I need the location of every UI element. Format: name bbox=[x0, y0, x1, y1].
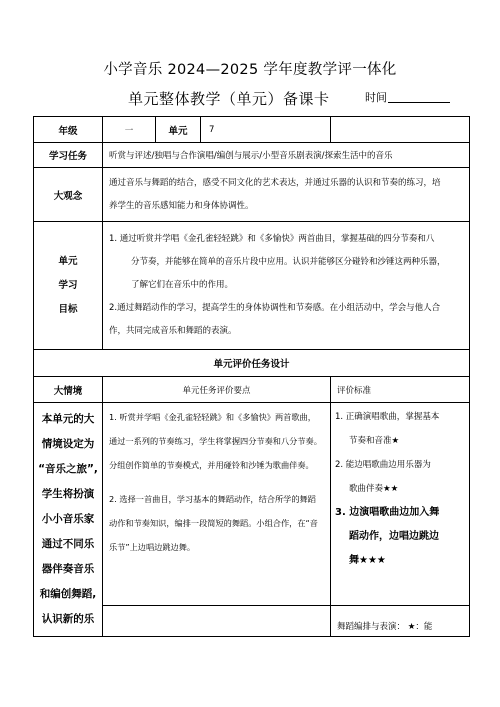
context-line: 认识新的乐 bbox=[41, 613, 95, 625]
context-line: 和编创舞蹈, bbox=[39, 588, 97, 600]
lesson-card-table bbox=[33, 116, 470, 637]
context-line: 学生将扮演 bbox=[41, 488, 95, 500]
task-point-line: 乐节”上边唱边跳边舞。 bbox=[109, 542, 196, 552]
criteria-line: 歌曲伴奏★★ bbox=[349, 484, 399, 494]
concept-label: 大观念 bbox=[34, 168, 103, 222]
goals-label bbox=[34, 222, 103, 350]
criteria-line: 舞★★★ bbox=[349, 555, 386, 566]
criteria-line: 1. 正确演唱歌曲，掌握基本 bbox=[335, 412, 440, 422]
goals-text bbox=[103, 222, 470, 350]
goal-line: 2.通过舞蹈动作的学习，提高学生的身体协调性和节奏感。在小组活动中，学会与他人合 bbox=[109, 303, 441, 313]
col-header-context: 大情境 bbox=[34, 377, 103, 403]
goals-label-line: 单元 bbox=[58, 255, 78, 267]
task-point-line: 分组创作简单的节奏模式，并用碰铃和沙锤为歌曲伴奏。 bbox=[109, 460, 314, 470]
eval-header-row bbox=[34, 377, 470, 403]
task-point-line: 通过一系列的节奏练习，学生将掌握四分节奏和八分节奏。 bbox=[109, 436, 322, 446]
empty-cell bbox=[331, 117, 470, 143]
criteria-line: 蹈动作，边唱边跳边 bbox=[349, 531, 439, 542]
concept-row bbox=[34, 168, 470, 222]
context-line: 器伴奏音乐 bbox=[41, 563, 95, 575]
criteria-line: 舞蹈编排与表演： ★：能 bbox=[331, 605, 470, 636]
goal-line: 1. 通过听赏并学唱《金孔雀轻轻跳》和《多愉快》两首曲目，掌握基础的四分节奏和八 bbox=[109, 234, 435, 244]
task-points-empty bbox=[103, 605, 331, 636]
goal-line: 作，共同完成音乐和舞蹈的表演。 bbox=[109, 326, 237, 336]
col-header-criteria: 评价标准 bbox=[331, 377, 470, 403]
context-line: “音乐之旅”, bbox=[38, 463, 98, 475]
context-line: 本单元的大 bbox=[41, 413, 95, 425]
context-line: 情境设定为 bbox=[41, 438, 95, 450]
time-field[interactable] bbox=[388, 102, 450, 103]
context-line: 通过不同乐 bbox=[41, 538, 95, 550]
document-title: 小学音乐 2024—2025 学年度教学评一体化 bbox=[103, 62, 397, 78]
col-header-points: 单元任务评价要点 bbox=[103, 377, 331, 403]
grade-row bbox=[34, 117, 470, 143]
context-line: 小小音乐家 bbox=[41, 513, 95, 525]
card-title: 单元整体教学（单元）备课卡 bbox=[128, 90, 330, 108]
time-label: 时间 bbox=[365, 91, 387, 104]
context-text bbox=[34, 403, 103, 637]
eval-title-row bbox=[34, 350, 470, 377]
concept-line: 养学生的音乐感知能力和身体协调性。 bbox=[109, 200, 254, 211]
grade-value: 一 bbox=[103, 117, 156, 143]
grade-label: 年级 bbox=[34, 117, 103, 143]
task-point-line: 2. 选择一首曲目，学习基本的舞蹈动作，结合所学的舞蹈 bbox=[109, 494, 316, 504]
concept-text bbox=[103, 168, 470, 222]
goal-line: 分节奏，并能够在简单的音乐片段中应用。认识并能够区分碰铃和沙锤这两种乐器， bbox=[131, 257, 446, 267]
eval-section-title: 单元评价任务设计 bbox=[34, 350, 470, 377]
goals-label-line: 目标 bbox=[58, 303, 78, 315]
criteria-line: 3. 边演唱歌曲边加入舞 bbox=[335, 507, 440, 518]
tasks-row bbox=[34, 143, 470, 168]
task-points bbox=[103, 403, 331, 606]
goal-line: 了解它们在音乐中的作用。 bbox=[131, 280, 234, 290]
criteria-line: 2. 能边唱歌曲边用乐器为 bbox=[335, 460, 431, 470]
unit-label: 单元 bbox=[156, 117, 201, 143]
task-point-line: 动作和节奏知识，编排一段简短的舞蹈。小组合作，在“音 bbox=[109, 518, 318, 528]
tasks-text: 听赏与评述/独唱与合作演唱/编创与展示/小型音乐剧表演/探索生活中的音乐 bbox=[103, 143, 470, 168]
concept-line: 通过音乐与舞蹈的结合，感受不同文化的艺术表达，并通过乐器的认识和节奏的练习，培 bbox=[109, 177, 441, 188]
task-point-line: 1. 听赏并学唱《金孔雀轻轻跳》和《多愉快》两首歌曲， bbox=[109, 412, 316, 422]
goals-label-line: 学习 bbox=[58, 279, 78, 291]
criteria-line: 节奏和音准★ bbox=[349, 436, 400, 446]
criteria bbox=[331, 403, 470, 606]
goals-row bbox=[34, 222, 470, 350]
eval-content-row bbox=[34, 403, 470, 606]
unit-value: 7 bbox=[201, 117, 331, 143]
tasks-label: 学习任务 bbox=[34, 143, 103, 168]
